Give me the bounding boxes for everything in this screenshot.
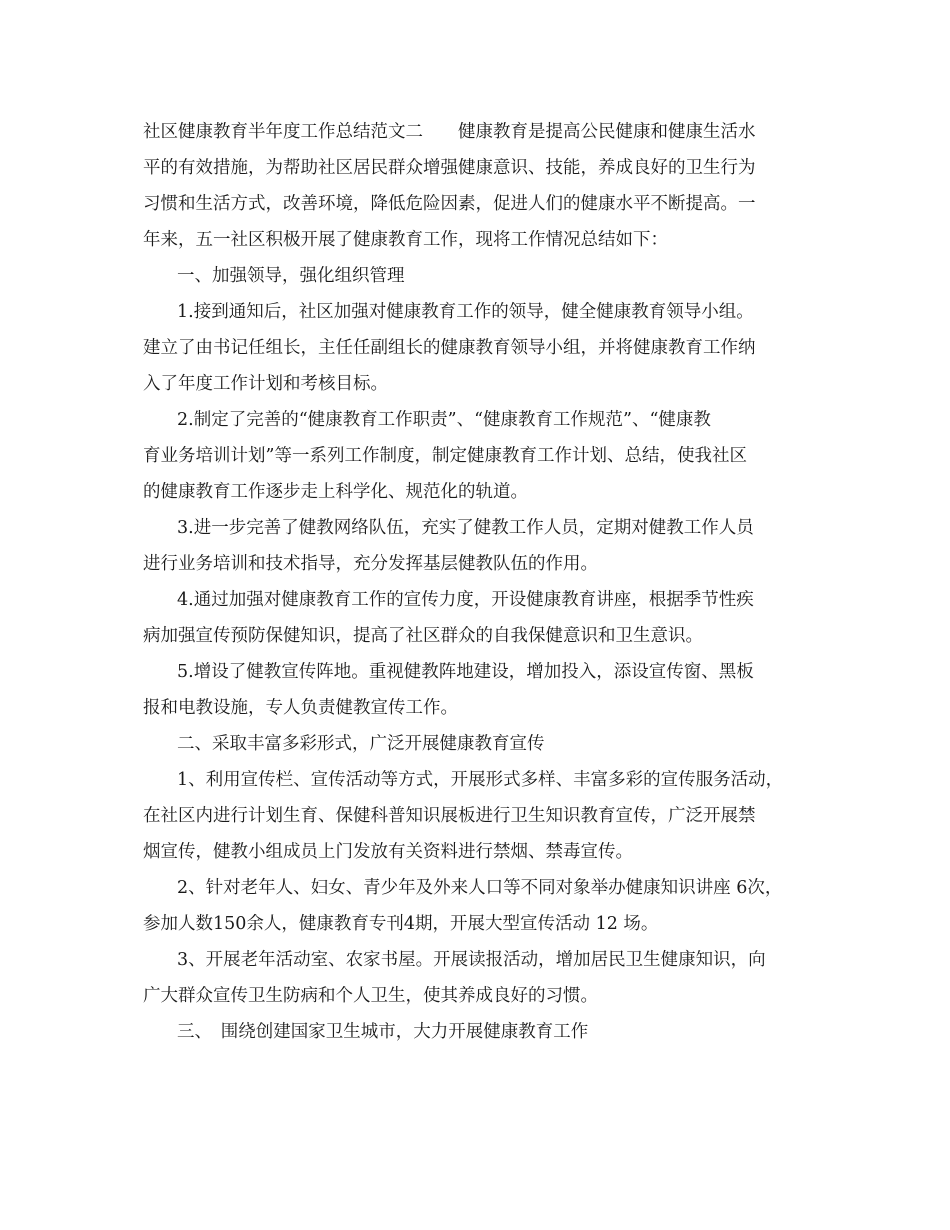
text-line: 建立了由书记任组长，主任任副组长的健康教育领导小组，并将健康教育工作纳 xyxy=(143,338,756,358)
text-line: 4.通过加强对健康教育工作的宣传力度，开设健康教育讲座，根据季节性疾 xyxy=(177,590,754,610)
text-line: 年来，五一社区积极开展了健康教育工作，现将工作情况总结如下： xyxy=(143,230,668,250)
text-line: 育业务培训计划”等一系列工作制度，制定健康教育工作计划、总结，使我社区 xyxy=(143,446,747,466)
text-line: 平的有效措施，为帮助社区居民群众增强健康意识、技能，养成良好的卫生行为 xyxy=(143,158,756,178)
text-line: 烟宣传，健教小组成员上门发放有关资料进行禁烟、禁毒宣传。 xyxy=(143,842,633,862)
text-line: 广大群众宣传卫生防病和个人卫生，使其养成良好的习惯。 xyxy=(143,986,598,1006)
text-line: 2.制定了完善的“健康教育工作职责”、“健康教育工作规范”、“健康教 xyxy=(177,410,711,430)
text-line: 报和电教设施，专人负责健教宣传工作。 xyxy=(143,698,458,718)
section-heading-1: 一、加强领导，强化组织管理 xyxy=(177,266,405,286)
text-line: 入了年度工作计划和考核目标。 xyxy=(143,374,388,394)
text-line: 进行业务培训和技术指导，充分发挥基层健教队伍的作用。 xyxy=(143,554,598,574)
text-line: 的健康教育工作逐步走上科学化、规范化的轨道。 xyxy=(143,482,528,502)
text-line: 5.增设了健教宣传阵地。重视健教阵地建设，增加投入，添设宣传窗、黑板 xyxy=(177,662,754,682)
section-heading-2: 二、采取丰富多彩形式，广泛开展健康教育宣传 xyxy=(177,734,545,754)
section-heading-3: 三、 围绕创建国家卫生城市，大力开展健康教育工作 xyxy=(177,1022,589,1042)
text-line: 习惯和生活方式，改善环境，降低危险因素，促进人们的健康水平不断提高。一 xyxy=(143,194,756,214)
text-line: 3.进一步完善了健教网络队伍，充实了健教工作人员，定期对健教工作人员 xyxy=(177,518,754,538)
text-line: 1、利用宣传栏、宣传活动等方式，开展形式多样、丰富多彩的宣传服务活动， xyxy=(177,770,784,790)
text-line: 2、针对老年人、妇女、青少年及外来人口等不同对象举办健康知识讲座 6次， xyxy=(177,878,783,898)
text-line: 在社区内进行计划生育、保健科普知识展板进行卫生知识教育宣传，广泛开展禁 xyxy=(143,806,756,826)
text-line: 3、开展老年活动室、农家书屋。开展读报活动，增加居民卫生健康知识，向 xyxy=(177,950,766,970)
text-line: 参加人数150余人，健康教育专刊4期，开展大型宣传活动 12 场。 xyxy=(143,914,659,934)
text-line: 1.接到通知后，社区加强对健康教育工作的领导，健全健康教育领导小组。 xyxy=(177,302,754,322)
text-line: 病加强宣传预防保健知识，提高了社区群众的自我保健意识和卫生意识。 xyxy=(143,626,703,646)
text-line-title: 社区健康教育半年度工作总结范文二 健康教育是提高公民健康和健康生活水 xyxy=(143,122,756,142)
